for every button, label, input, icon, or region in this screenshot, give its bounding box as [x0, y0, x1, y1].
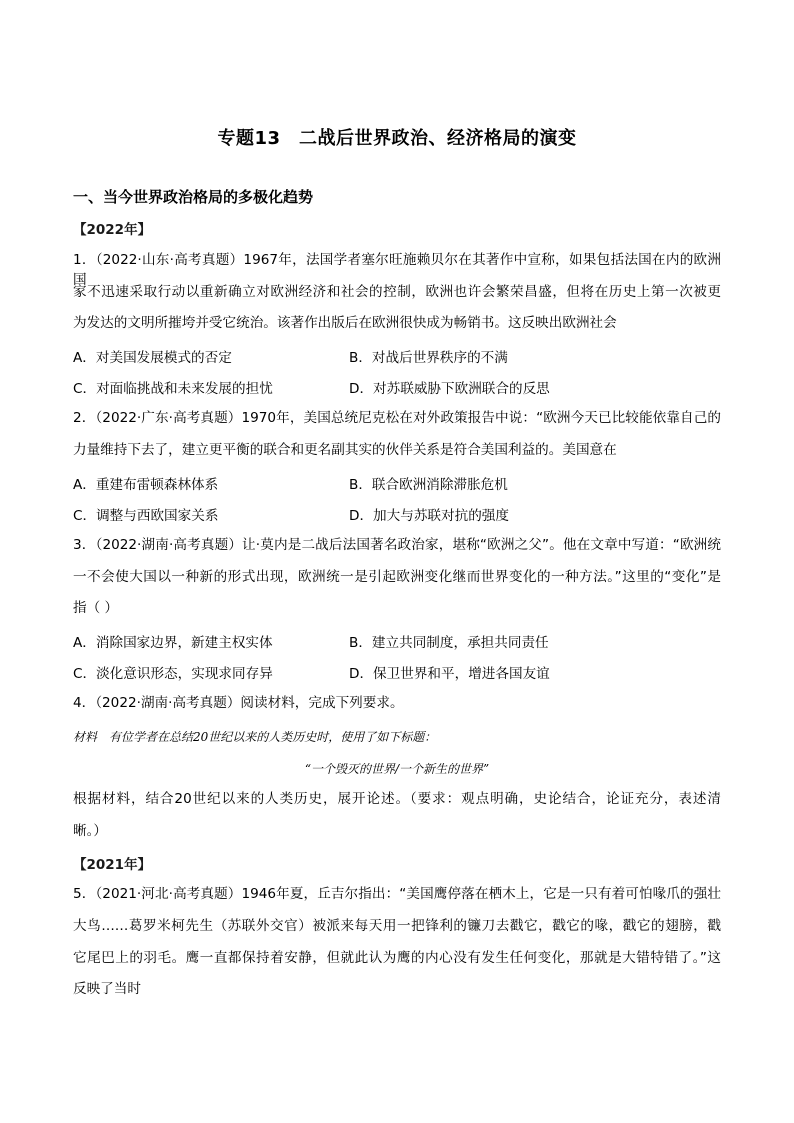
question-4-quote: “一个毁灭的世界/一个新生的世界”	[304, 762, 490, 776]
question-5-line-1: 5．（2021·河北·高考真题）1946年夏，丘吉尔指出：“美国鹰停落在栖木上，它是一只有着可怕喙爪的强壮	[73, 886, 721, 902]
question-1-line-2: 家不迅速采取行动以重新确立对欧洲经济和社会的控制，欧洲也许会繁荣昌盛，但将在历史上第一次被更	[73, 284, 721, 300]
question-4-line-1: 根据材料，结合20世纪以来的人类历史，展开论述。（要求：观点明确，史论结合，论证充分，表述清	[73, 791, 721, 807]
section-heading: 一、当今世界政治格局的多极化趋势	[73, 188, 314, 206]
question-2-line-1: 2．（2022·广东·高考真题）1970年，美国总统尼克松在对外政策报告中说：“欧洲今天已比较能依靠自己的	[73, 410, 721, 426]
question-5-line-2: 大鸟……葛罗米柯先生（苏联外交官）被派来每天用一把锋利的镰刀去戳它，戳它的喙，戳它的翅膀，戳	[73, 918, 721, 934]
question-4-material: 材料 有位学者在总结20世纪以来的人类历史时，使用了如下标题：	[73, 730, 437, 744]
question-5-line-4: 反映了当时	[73, 981, 141, 997]
question-1-line-1: 1．（2022·山东·高考真题）1967年，法国学者塞尔旺施赖贝尔在其著作中宣称，如果包括法国在内的欧洲国	[73, 252, 721, 288]
question-3-line-2: 一不会使大国以一种新的形式出现，欧洲统一是引起欧洲变化继而世界变化的一种方法。”这里的“变化”是	[73, 569, 721, 585]
question-1-option-d: D．对苏联威胁下欧洲联合的反思	[349, 381, 550, 397]
question-3-option-c: C．淡化意识形态，实现求同存异	[73, 666, 273, 682]
year-heading-2022: 【2022年】	[73, 222, 152, 238]
question-2-option-c: C．调整与西欧国家关系	[73, 508, 219, 524]
question-1-option-c: C．对面临挑战和未来发展的担忧	[73, 381, 273, 397]
question-4-line-2: 晰。）	[73, 823, 107, 839]
page-title: 专题13 二战后世界政治、经济格局的演变	[217, 128, 577, 149]
question-4-intro: 4．（2022·湖南·高考真题）阅读材料，完成下列要求。	[73, 695, 404, 711]
year-heading-2021: 【2021年】	[73, 857, 152, 873]
question-1-option-b: B．对战后世界秩序的不满	[349, 350, 508, 366]
question-3-option-d: D．保卫世界和平，增进各国友谊	[349, 666, 550, 682]
question-2-line-2: 力量维持下去了，建立更平衡的联合和更名副其实的伙伴关系是符合美国利益的。美国意在	[73, 442, 617, 458]
question-3-line-3: 指（ ）	[73, 600, 119, 616]
question-2-option-a: A．重建布雷顿森林体系	[73, 477, 219, 493]
question-3-option-a: A．消除国家边界，新建主权实体	[73, 635, 273, 651]
question-2-option-d: D．加大与苏联对抗的强度	[349, 508, 509, 524]
question-5-line-3: 它尾巴上的羽毛。鹰一直都保持着安静，但就此认为鹰的内心没有发生任何变化，那就是大错特错了。”这	[73, 950, 721, 966]
question-1-option-a: A．对美国发展模式的否定	[73, 350, 232, 366]
question-1-line-3: 为发达的文明所摧垮并受它统治。该著作出版后在欧洲很快成为畅销书。这反映出欧洲社会	[73, 315, 617, 331]
question-2-option-b: B．联合欧洲消除滞胀危机	[349, 477, 508, 493]
question-3-option-b: B．建立共同制度，承担共同责任	[349, 635, 549, 651]
question-3-line-1: 3．（2022·湖南·高考真题）让·莫内是二战后法国著名政治家，堪称“欧洲之父”。他在文章中写道：“欧洲统	[73, 537, 721, 553]
